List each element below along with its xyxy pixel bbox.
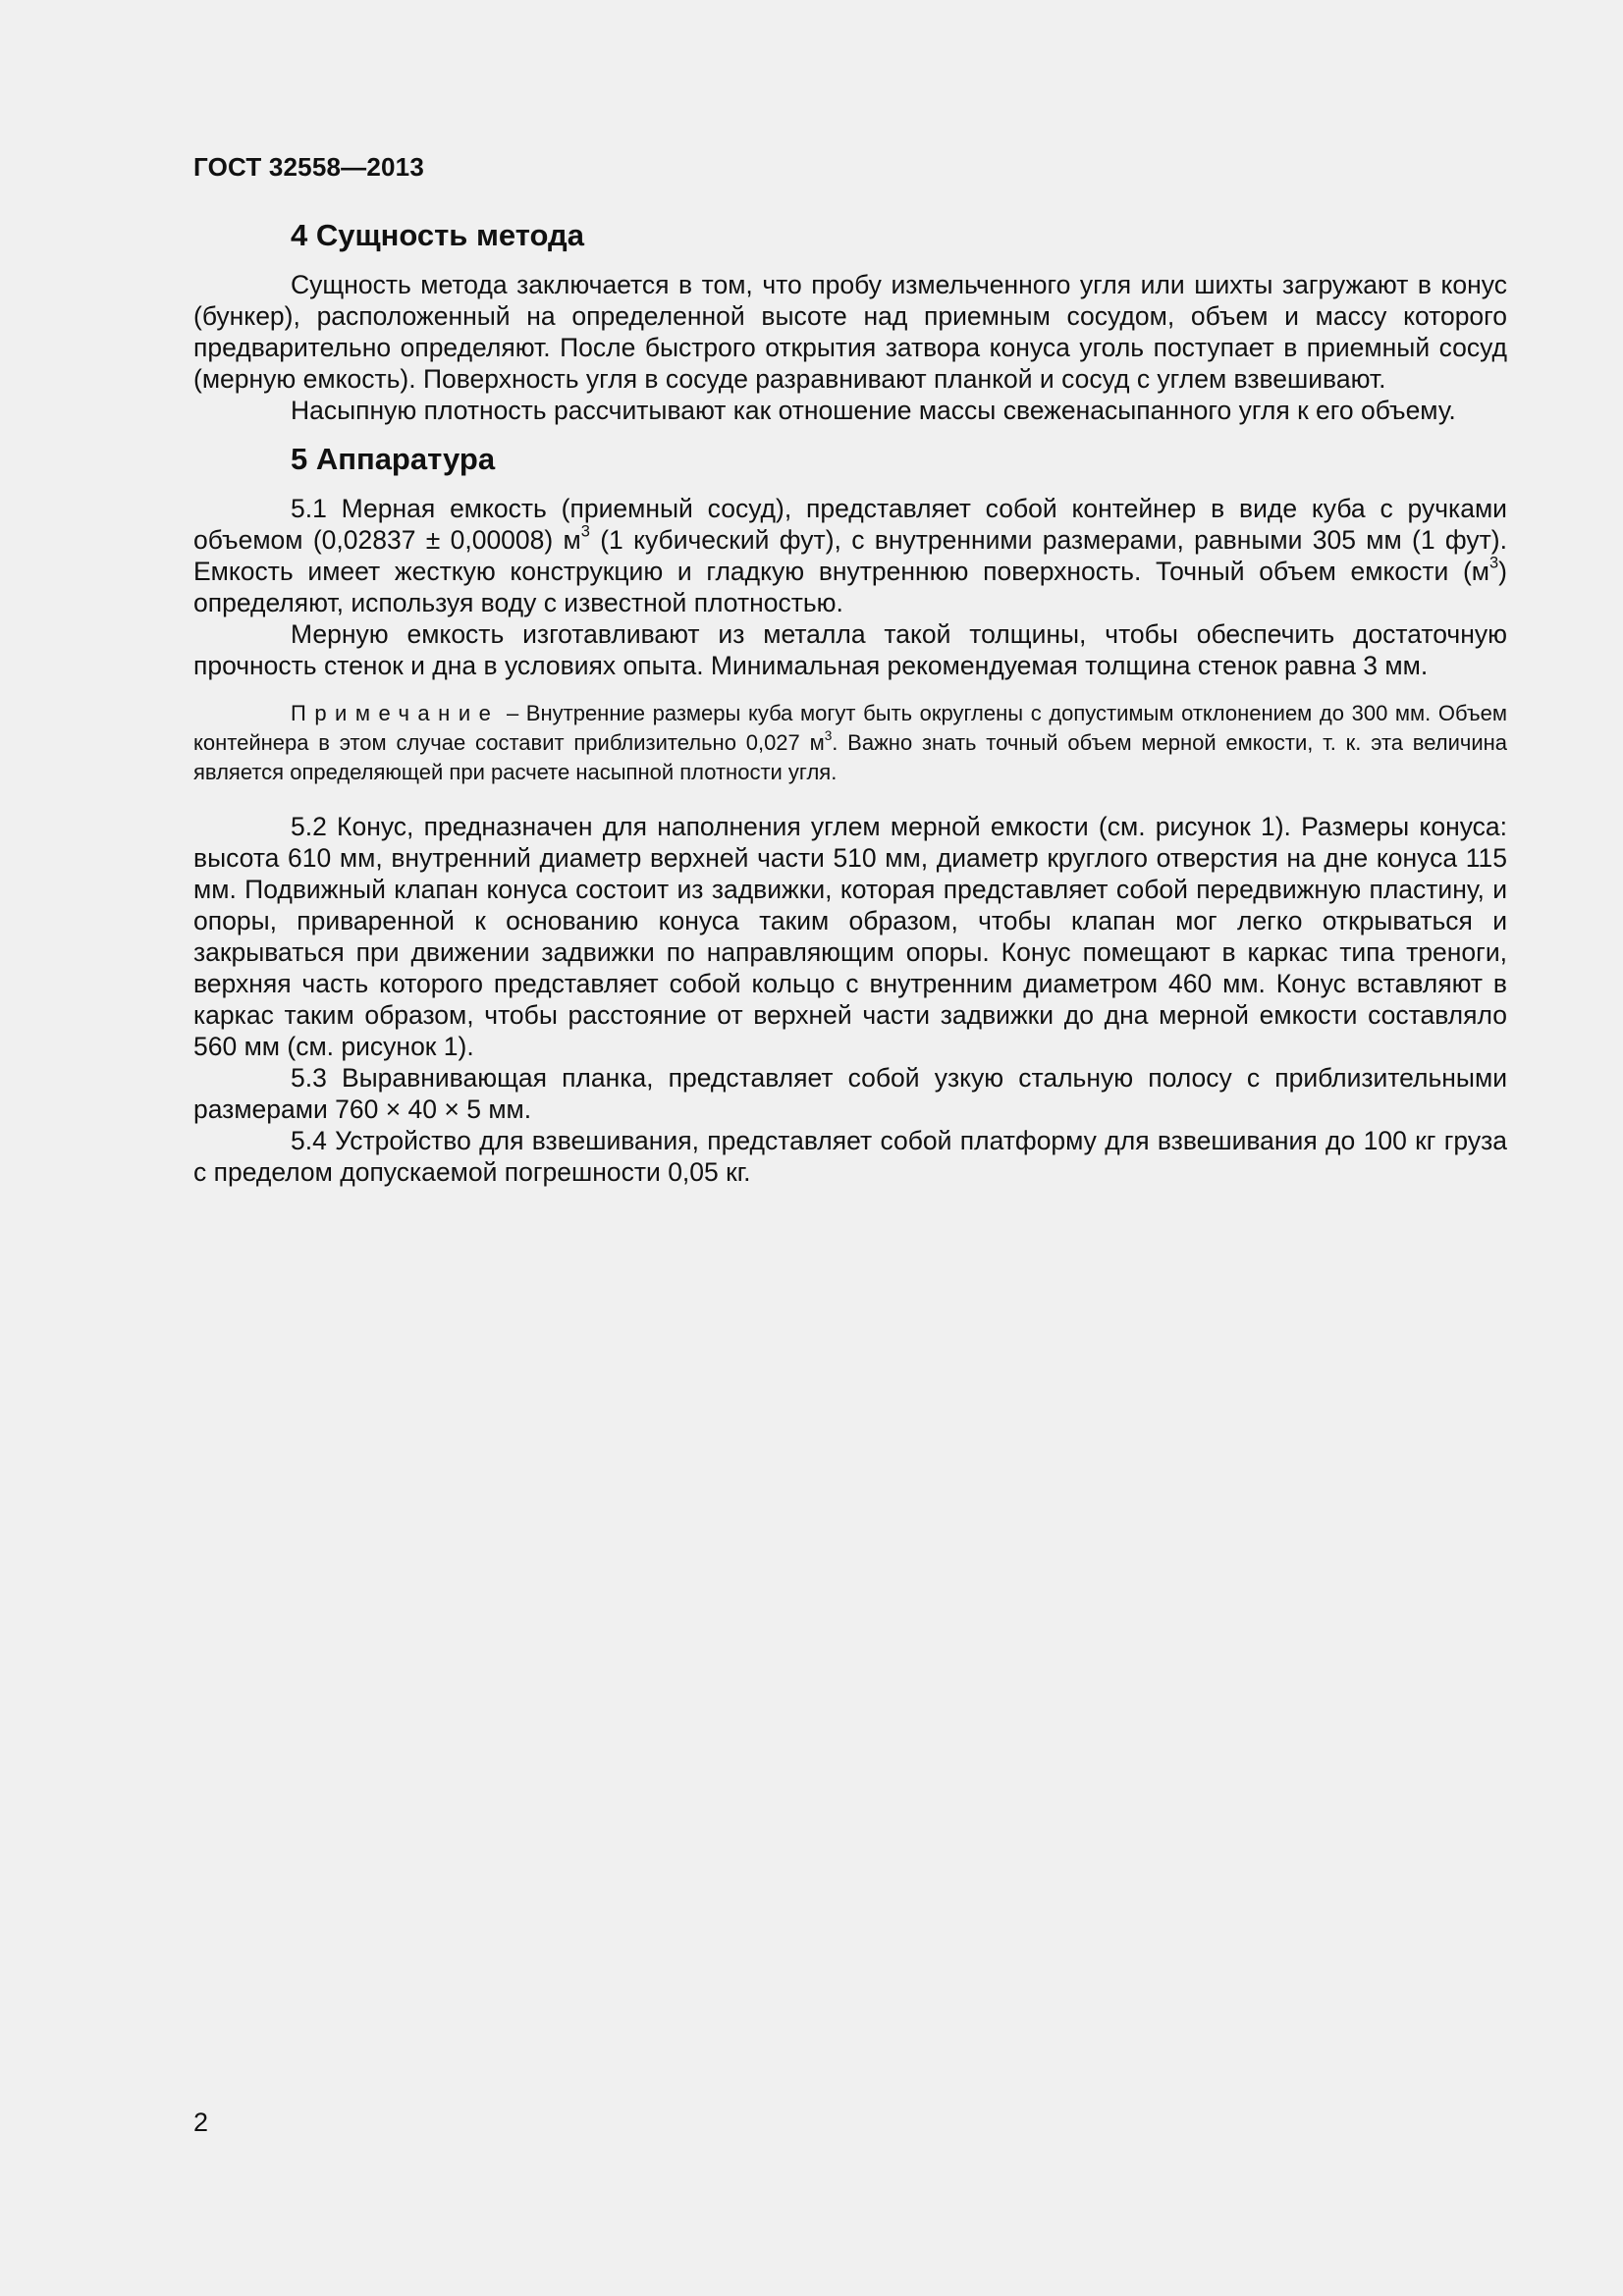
clause-5-4: 5.4 Устройство для взвешивания, представляет собой платформу для взвешивания до 100 кг груза с пределом допускаемой погрешности 0,05 кг. (193, 1126, 1507, 1187)
clause-5-1 (193, 493, 1507, 618)
note-text-a: – Внутренние размеры куба могут быть округлены с допустимым отклонением до 300 мм. Объем контейнера в этом случае составит приблизительно 0,027 м (193, 701, 1507, 755)
note-label: Примечание (291, 701, 500, 725)
clause-5-1-paragraph-2: Мерную емкость изготавливают из металла такой толщины, чтобы обеспечить достаточную прочность стенок и дна в условиях опыта. Минимальная рекомендуемая толщина стенок равна 3 мм. (193, 619, 1507, 680)
section-4-paragraph-2: Насыпную плотность рассчитывают как отношение массы свеженасыпанного угля к его объему. (291, 396, 1456, 425)
superscript-3: 3 (580, 522, 590, 541)
clause-5-2: 5.2 Конус, предназначен для наполнения углем мерной емкости (см. рисунок 1). Размеры конуса: высота 610 мм, внутренний диаметр верхней части 510 мм, диаметр круглого отверстия на дне конуса 115 мм. Подвижный клапан конуса состоит из задвижки, которая представляет собой передвижную пластину, и опоры, приваренной к основанию конуса таким образом, чтобы клапан мог легко открываться и закрываться при движении задвижки по направляющим опоры. Конус помещают в каркас типа треноги, верхняя часть которого представляет собой кольцо с внутренним диаметром 460 мм. Конус вставляют в каркас таким образом, чтобы расстояние от верхней части задвижки до дна мерной емкости составляло 560 мм (см. рисунок 1). (193, 812, 1507, 1061)
note-text-b: . Важно знать точный объем мерной емкости, т. к. эта величина является определяющей при расчете насыпной плотности угля. (193, 730, 1507, 784)
superscript-3: 3 (824, 727, 833, 743)
clause-5-3: 5.3 Выравнивающая планка, представляет собой узкую стальную полосу с приблизительными размерами 760 × 40 × 5 мм. (193, 1063, 1507, 1124)
clause-5-1-text-c: ) определяют, используя воду с известной плотностью. (193, 557, 1507, 617)
page-content (193, 214, 1507, 1188)
note (193, 699, 1507, 787)
superscript-3: 3 (1489, 554, 1499, 572)
page-number: 2 (193, 2108, 209, 2137)
section-5-title: 5 Аппаратура (291, 442, 496, 476)
clause-5-1-text-b: (1 кубический фут), с внутренними размерами, равными 305 мм (1 фут). Емкость имеет жесткую конструкцию и гладкую внутреннюю поверхность. Точный объем емкости (м (193, 525, 1507, 586)
document-id: ГОСТ 32558—2013 (193, 152, 424, 182)
section-4-paragraph-1: Сущность метода заключается в том, что пробу измельченного угля или шихты загружают в конус (бункер), расположенный на определенной высоте над приемным сосудом, объем и массу которого предварительно определяют. После быстрого открытия затвора конуса уголь поступает в приемный сосуд (мерную емкость). Поверхность угля в сосуде разравнивают планкой и сосуд с углем взвешивают. (193, 270, 1507, 394)
clause-5-1-text-a: 5.1 Мерная емкость (приемный сосуд), представляет собой контейнер в виде куба с ручками объемом (0,02837 ± 0,00008) м (193, 494, 1507, 555)
section-4-title: 4 Сущность метода (291, 218, 584, 252)
